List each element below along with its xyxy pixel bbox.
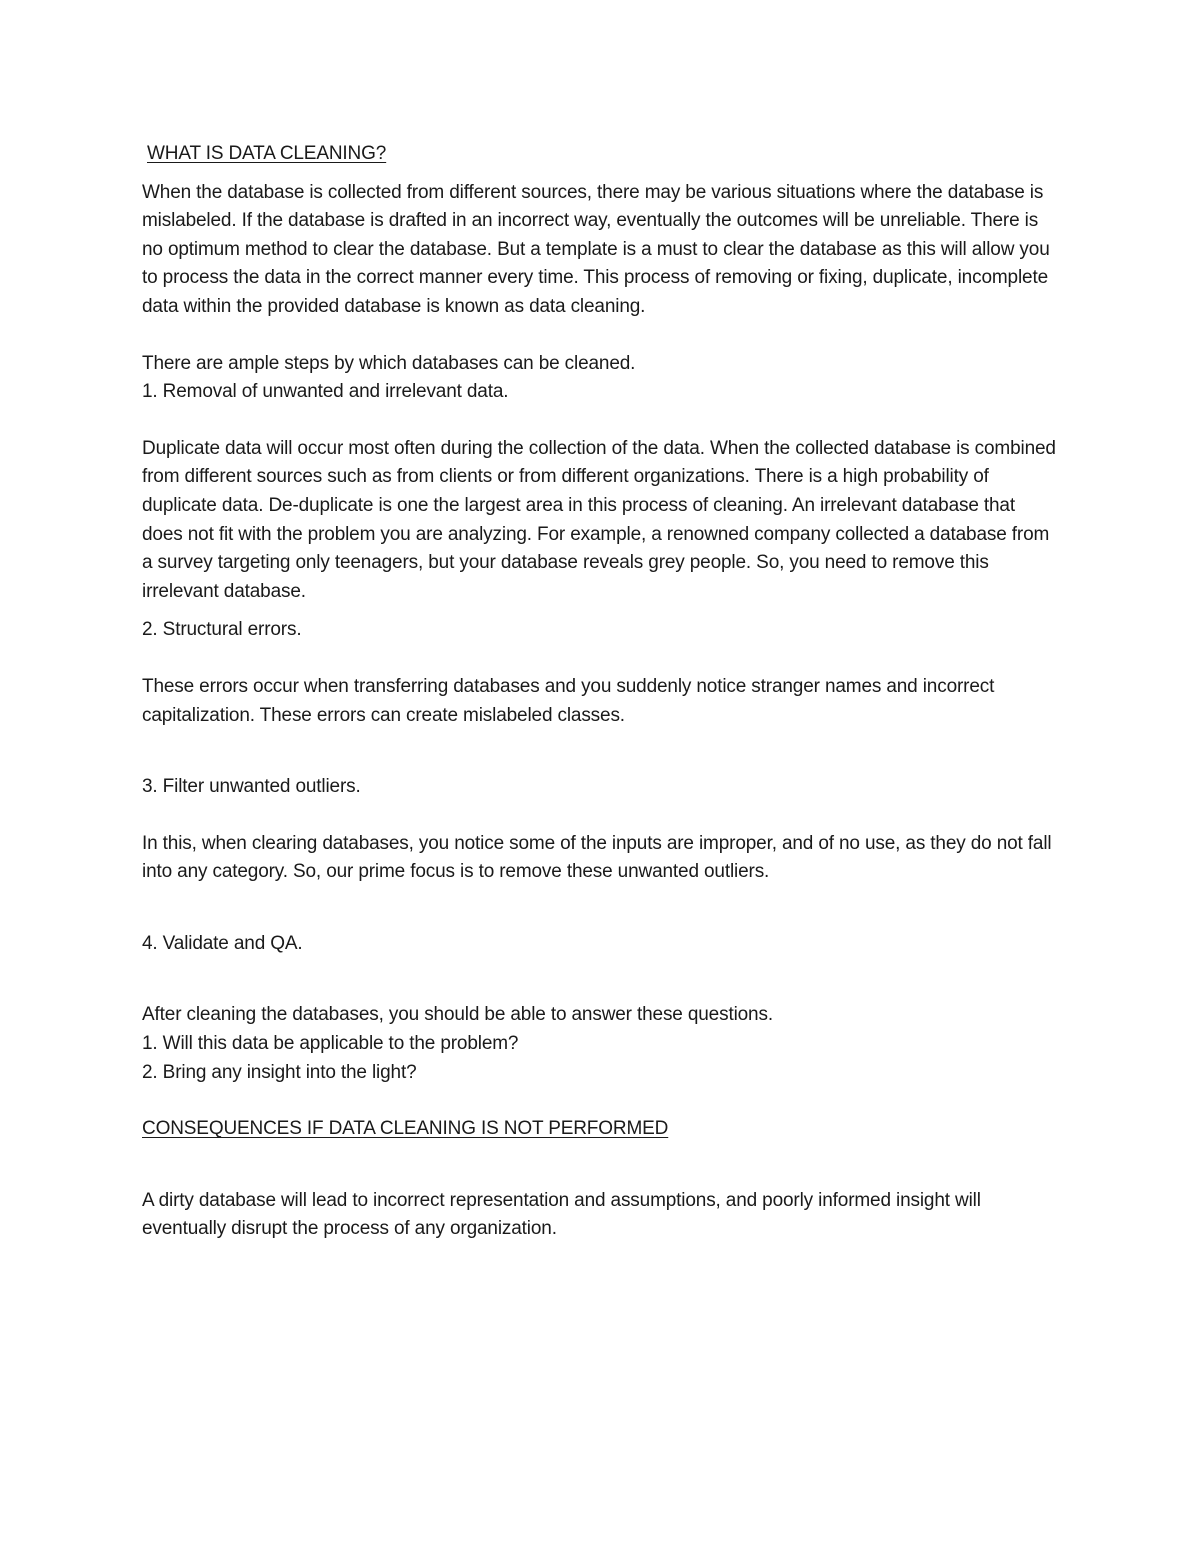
step3-title: 3. Filter unwanted outliers. <box>142 776 361 798</box>
question-1: 1. Will this data be applicable to the problem? <box>142 1033 519 1055</box>
step3-body: In this, when clearing databases, you notice some of the inputs are improper, and of no use, as they do not fall into any category. So, our prime focus is to remove these unwanted outliers. <box>142 832 1052 883</box>
step2-body: These errors occur when transferring databases and you suddenly notice stranger names and incorrect capitalization. These errors can create mislabeled classes. <box>142 675 995 726</box>
paragraph-consequences: A dirty database will lead to incorrect representation and assumptions, and poorly informed insight will eventually disrupt the process of any organization. <box>142 1189 981 1240</box>
question-2: 2. Bring any insight into the light? <box>142 1061 417 1083</box>
heading-what-is-data-cleaning: WHAT IS DATA CLEANING? <box>147 143 387 164</box>
paragraph-intro: When the database is collected from different sources, there may be various situations where the database is mislabeled. If the database is drafted in an incorrect way, eventually the outcomes will be unreliable. There is no optimum method to clear the database. But a template is a must to clear the database as this will allow you to process the data in the correct manner every time. This process of removing or fixing, duplicate, incomplete data within the provided database is known as data cleaning. <box>142 181 1050 317</box>
paragraph-steps-intro: There are ample steps by which databases can be cleaned. <box>142 352 636 374</box>
step4-title: 4. Validate and QA. <box>142 932 303 954</box>
step1-body: Duplicate data will occur most often during the collection of the data. When the collected database is combined from different sources such as from clients or from different organizations. There is a high probability of duplicate data. De-duplicate is one the largest area in this process of cleaning. An irrelevant database that does not fit with the problem you are analyzing. For example, a renowned company collected a database from a survey targeting only teenagers, but your database reveals grey people. So, you need to remove this irrelevant database. <box>142 437 1056 602</box>
step4-body: After cleaning the databases, you should be able to answer these questions. <box>142 1004 773 1026</box>
heading-consequences: CONSEQUENCES IF DATA CLEANING IS NOT PERFORMED <box>142 1118 669 1140</box>
step2-title: 2. Structural errors. <box>142 619 302 641</box>
step1-title: 1. Removal of unwanted and irrelevant data. <box>142 381 509 403</box>
document-body <box>142 140 1058 1244</box>
